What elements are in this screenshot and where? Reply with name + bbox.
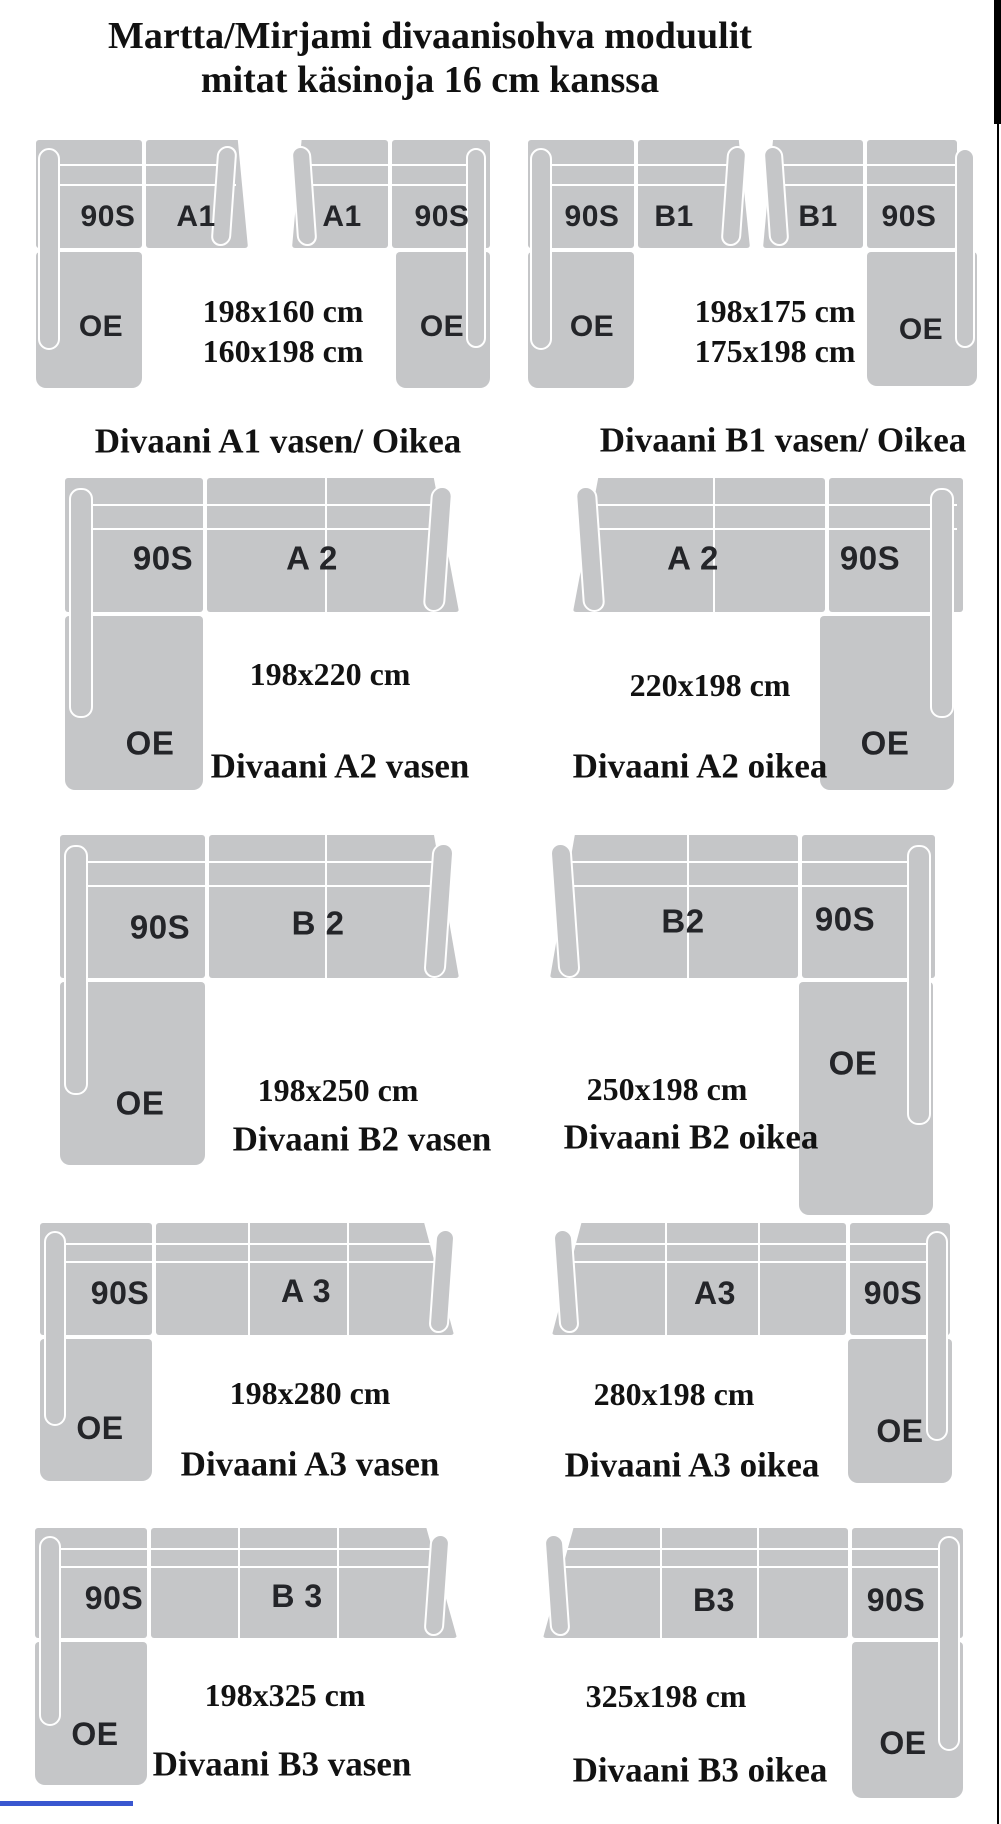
seam-line [238, 1528, 240, 1638]
diagram-caption: Divaani B2 vasen [232, 1119, 492, 1159]
armrest-left [64, 845, 88, 1095]
page-title-line1: Martta/Mirjami divaanisohva moduulit [108, 15, 752, 57]
seam-line [296, 164, 486, 166]
dimension-text: 198x280 cm [229, 1375, 391, 1411]
dimension-text: 198x250 cm [257, 1072, 419, 1108]
chaise-label: OE [879, 1725, 927, 1761]
seam-line [665, 1223, 667, 1335]
armrest-right [907, 845, 931, 1125]
seam-line [66, 885, 450, 887]
chaise-label: OE [78, 310, 124, 343]
dimension-text: 198x160 cm [202, 293, 364, 329]
chaise-label: OE [115, 1084, 165, 1122]
seam-line [568, 861, 930, 863]
seam-line [248, 1223, 250, 1335]
page-title [0, 14, 860, 102]
accent-underline [0, 1801, 133, 1806]
corner-label: 90S [863, 1275, 923, 1311]
dimension-text: 280x198 cm [593, 1376, 755, 1412]
dimension-text: 220x198 cm [629, 667, 791, 703]
seam-line [42, 164, 236, 166]
seam-line [71, 504, 443, 506]
module-label: A1 [322, 200, 362, 233]
armrest-right [930, 488, 954, 718]
armrest-left [38, 148, 60, 350]
seam-line [757, 1528, 759, 1638]
corner-label: 90S [866, 1582, 926, 1618]
dimension-text: 325x198 cm [585, 1678, 747, 1714]
seam-line [337, 1528, 339, 1638]
seam-line [591, 504, 957, 506]
diagram-caption: Divaani A1 vasen/ Oikea [94, 421, 462, 461]
corner-label: 90S [132, 539, 194, 577]
seam-line [347, 1223, 349, 1335]
chaise-label: OE [569, 310, 615, 343]
dimension-text: 175x198 cm [694, 333, 856, 369]
diagram-caption: Divaani A3 oikea [564, 1445, 820, 1485]
chaise-label: OE [71, 1716, 119, 1752]
seam-line [534, 184, 738, 186]
module-label: B1 [654, 200, 694, 233]
diagram-caption: Divaani A3 vasen [180, 1444, 440, 1484]
dimension-text: 198x325 cm [204, 1677, 366, 1713]
diagram-caption: Divaani A2 oikea [572, 746, 828, 786]
diagram-caption: Divaani B2 oikea [563, 1117, 819, 1157]
module-label: A1 [176, 200, 216, 233]
seam-line [758, 1223, 760, 1335]
chaise-label: OE [860, 724, 910, 762]
seam-line [41, 1566, 445, 1568]
sofa-diagram-b2-oikea [550, 835, 962, 1215]
diagram-caption: Divaani B3 vasen [152, 1744, 412, 1784]
armrest-left [44, 1231, 66, 1426]
seam-line [767, 164, 955, 166]
armrest-left [530, 148, 552, 350]
diagram-caption: Divaani A2 vasen [210, 746, 470, 786]
corner-label: 90S [814, 900, 876, 938]
armrest-right [466, 148, 486, 348]
corner-label: 90S [839, 539, 901, 577]
armrest-right [955, 148, 975, 348]
seam-line [568, 885, 930, 887]
module-label: B 3 [271, 1578, 323, 1614]
corner-label: 90S [414, 200, 470, 233]
seam-line [568, 1243, 946, 1245]
seam-line [591, 528, 957, 530]
module-label: A3 [694, 1275, 736, 1311]
corner-label: 90S [129, 908, 191, 946]
sofa-diagram-b2-vasen [60, 835, 465, 1165]
seam-line [46, 1243, 442, 1245]
chaise-label: OE [125, 724, 175, 762]
seam-line [660, 1528, 662, 1638]
chaise-label: OE [828, 1044, 878, 1082]
corner-label: 90S [90, 1275, 150, 1311]
dimension-text: 250x198 cm [586, 1071, 748, 1107]
dimension-text: 198x220 cm [249, 656, 411, 692]
diagram-caption: Divaani B3 oikea [572, 1750, 828, 1790]
armrest-right [926, 1231, 948, 1441]
module-label: A 2 [667, 539, 719, 577]
seam-line [534, 164, 738, 166]
sofa-diagram-a2-oikea [573, 478, 968, 790]
armrest-right [938, 1536, 960, 1751]
module-label: B2 [661, 902, 705, 940]
page-edge-line [997, 0, 999, 1824]
corner-label: 90S [80, 200, 136, 233]
module-label: A 2 [286, 539, 338, 577]
dimension-text: 198x175 cm [694, 293, 856, 329]
seam-line [42, 184, 236, 186]
chaise-label: OE [76, 1410, 124, 1446]
corner-label: 90S [564, 200, 620, 233]
chaise-label: OE [898, 313, 944, 346]
diagram-caption: Divaani B1 vasen/ Oikea [599, 420, 967, 460]
seam-line [71, 528, 443, 530]
page-edge-line-thick [994, 0, 1001, 124]
page-title-line2: mitat käsinoja 16 cm kanssa [200, 59, 660, 102]
corner-label: 90S [881, 200, 937, 233]
seam-line [568, 1261, 946, 1263]
armrest-left [69, 488, 93, 718]
module-label: B1 [798, 200, 838, 233]
dimension-text: 160x198 cm [202, 333, 364, 369]
seam-line [46, 1261, 442, 1263]
sofa-diagram-a2-vasen [65, 478, 465, 790]
chaise-label: OE [419, 310, 465, 343]
seam-line [66, 861, 450, 863]
corner-label: 90S [84, 1580, 144, 1616]
module-label: A 3 [280, 1273, 332, 1309]
seam-line [767, 184, 955, 186]
seam-line [41, 1548, 445, 1550]
chaise-label: OE [876, 1413, 924, 1449]
seam-line [296, 184, 486, 186]
module-label: B 2 [291, 904, 345, 942]
module-label: B3 [693, 1582, 735, 1618]
armrest-left [39, 1536, 61, 1726]
